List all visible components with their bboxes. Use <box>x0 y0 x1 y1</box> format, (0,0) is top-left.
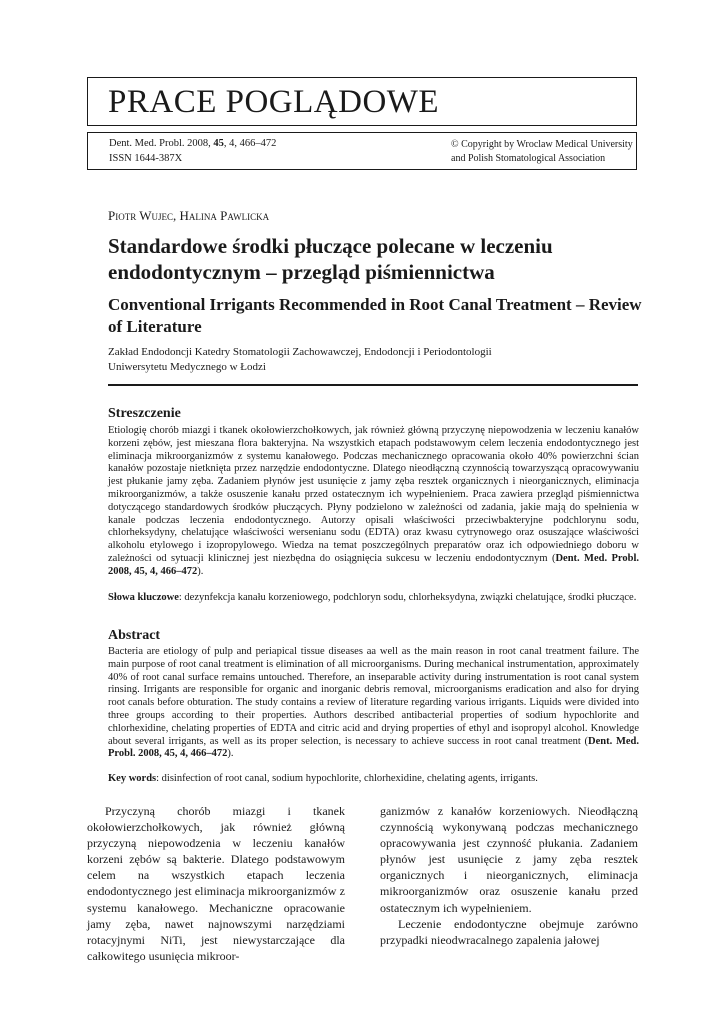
section-title: PRACE POGLĄDOWE <box>108 84 440 120</box>
journal-volume: 45 <box>213 138 224 149</box>
keywords-polish-list: : dezynfekcja kanału korzeniowego, podchloryn sodu, chlorheksydyna, związki chelatujące, środki płuczące. <box>178 592 637 603</box>
affiliation-line-1: Zakład Endodoncji Katedry Stomatologii Zachowawczej, Endodoncji i Periodontologii <box>108 346 492 358</box>
affiliation <box>108 345 628 375</box>
abstract-tail: ). <box>227 748 234 760</box>
streszczenie-text <box>108 425 639 579</box>
journal-prefix: Dent. Med. Probl. 2008, <box>109 138 214 149</box>
title-english: Conventional Irrigants Recommended in Root Canal Treatment – Review of Literature <box>108 295 642 336</box>
title-polish: Standardowe środki płuczące polecane w leczeniu endodontycznym – przegląd piśmiennictwa <box>108 234 553 284</box>
copyright-line-1: © Copyright by Wroclaw Medical University <box>451 139 633 150</box>
streszczenie-body: Etiologię chorób miazgi i tkanek okołowierzchołkowych, jak również główną przyczynę niepowodzenia w leczeniu kanałów korzeni zębów, jest mieszana flora bakteryjna. Na wszystkich etapach podstawowym celem leczenia endodontycznego jest eliminacja mikroorganizmów z systemu kanałowego. Podczas mechanicznego opracowania około 40% powierzchni ścian kanałów pozostaje nietknięta przez narzędzie endodontyczne. Dlatego nieodłączną czynnością towarzyszącą opracowywaniu jest płukanie jamy zęba. Zadaniem płynów jest usunięcie z jamy zęba resztek organicznych i nieorganicznych, eliminacja mikroorganizmów, a także osuszenie kanału przed ostatecznym ich wypełnieniem. Praca zawiera przegląd piśmiennictwa dotyczącego standardowych środków płuczących. Płyny podzielono w zależności od zadania, jakie mają do spełnienia w kanale podczas leczenia endodontycznego. Autorzy opisali właściwości przeciwbakteryjne podchlorynu sodu, chlorheksydyny, chelatujące właściwości wersenianu sodu (EDTA) oraz kwasu cytrynowego oraz osuszające właściwości alkoholu etylowego i izopropylowego. Wiedza na temat poszczególnych preparatów oraz ich odpowiedniego doboru w zależności od sytuacji klinicznej jest niezbędna do osiągnięcia sukcesu w leczeniu endodontycznym ( <box>108 425 639 564</box>
divider-rule <box>108 384 638 386</box>
keywords-english <box>108 773 639 786</box>
streszczenie-citation: Dent. Med. Probl. 2008, 45, 4, 466–472 <box>108 552 639 577</box>
abstract-body: Bacteria are etiology of pulp and periapical tissue diseases aa well as the main reason in root canal treatment failure. The main purpose of root canal treatment is elimination of all microorganisms. During mechanical instrumentation, approximately 40% of root canal surface remains untouched. Therefore, an inseparable activity during instrumentation is root canal system rinsing. Irrigants are responsible for organic and inorganic debris removal, microorganisms eradication and also for drying root canals before obturation. The study contains a review of literature regarding various irrigants. Liquids were divided into three groups according to their properties. Authors described antibacterial properties of sodium hypochlorite and chlorhexidine, chelating properties of EDTA and citric acid and drying properties of ethyl and isopropyl alcohol. Knowledge about several irrigants, as well as its proper selection, is necessary to achieve success in root canal treatment ( <box>108 646 639 747</box>
journal-issue-pages: , 4, 466–472 <box>223 138 277 149</box>
streszczenie-tail: ). <box>197 565 204 577</box>
keywords-polish <box>108 592 639 605</box>
authors: Piotr Wujec, Halina Pawlicka <box>108 208 270 223</box>
body-paragraph-continued: ganizmów z kanałów korzeniowych. Nieodłączną czynnością wykonywaną podczas mechanicznego opracowywania jest czynność płukania. Zadaniem płynów jest usunięcie z jamy zęba resztek organicznych i nieorganicznych, eliminacja mikroorganizmów oraz osuszenie kanału przed ostatecznym ich wypełnieniem. <box>380 804 638 915</box>
abstract-citation: Dent. Med. Probl. 2008, 45, 4, 466–472 <box>108 735 639 760</box>
keywords-english-list: : disinfection of root canal, sodium hypochlorite, chlorhexidine, chelating agents, irrigants. <box>156 773 538 784</box>
abstract-heading: Abstract <box>108 628 161 643</box>
body-paragraph: Leczenie endodontyczne obejmuje zarówno przypadki nieodwracalnego zapalenia jałowej <box>380 916 638 947</box>
copyright-block <box>451 138 633 166</box>
keywords-english-label: Key words <box>108 773 157 784</box>
streszczenie-heading: Streszczenie <box>108 406 181 421</box>
journal-meta-box <box>87 132 637 170</box>
keywords-polish-label: Słowa kluczowe <box>108 592 179 603</box>
abstract-text <box>108 646 639 761</box>
body-column-left <box>87 803 345 964</box>
copyright-line-2: and Polish Stomatological Association <box>451 153 606 164</box>
affiliation-line-2: Uniwersytetu Medycznego w Łodzi <box>108 361 266 373</box>
body-paragraph: Przyczyną chorób miazgi i tkanek okołowierzchołkowych, jak również główną przyczyną niepowodzenia w leczeniu kanałów korzeni zębów są bakterie. Dlatego podstawowym celem na wszystkich etapach leczenia endodontycznego jest eliminacja mikroorganizmów z systemu kanałowego. Mechaniczne opracowanie jamy zęba, nawet najnowszymi narzędziami rotacyjnymi NiTi, jest niewystarczające dla całkowitego usunięcia mikroor- <box>87 804 345 963</box>
journal-citation-block <box>109 136 276 166</box>
section-header-box <box>87 77 637 126</box>
journal-citation <box>109 136 276 151</box>
issn: ISSN 1644-387X <box>109 153 183 164</box>
body-column-right <box>380 803 638 948</box>
